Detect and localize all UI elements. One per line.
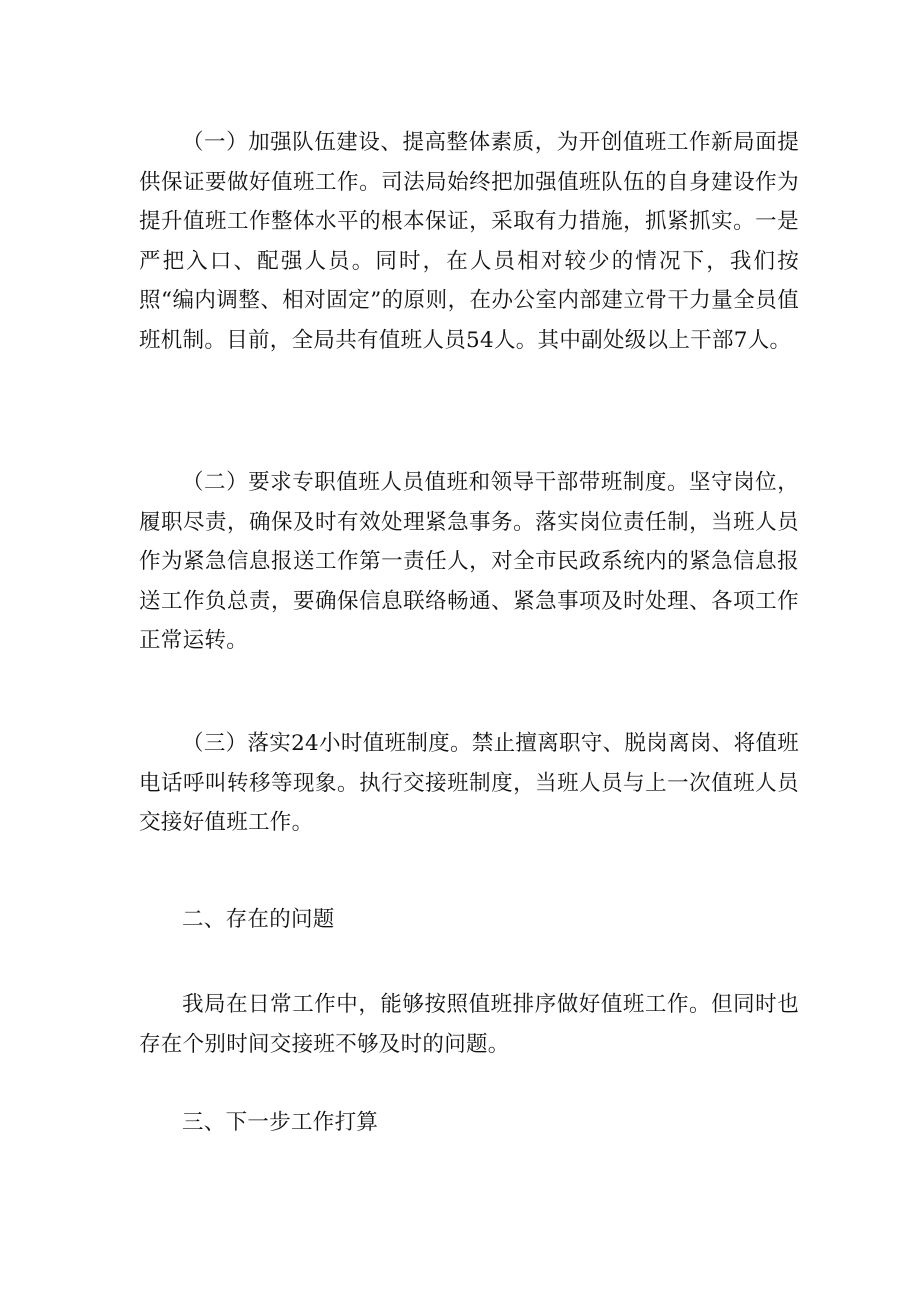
paragraph-24h-duty: （三）落实24小时值班制度。禁止擅离职守、脱岗离岗、将值班电话呼叫转移等现象。执行交接班制度，当班人员与上一次值班人员交接好值班工作。 bbox=[139, 731, 799, 835]
paragraph-duty-system: （二）要求专职值班人员值班和领导干部带班制度。坚守岗位，履职尽责，确保及时有效处理紧急事务。落实岗位责任制，当班人员作为紧急信息报送工作第一责任人，对全市民政系统内的紧急信息报送工作负总责，要确保信息联络畅通、紧急事项及时处理、各项工作正常运转。 bbox=[139, 470, 799, 653]
paragraph-team-building: （一）加强队伍建设、提高整体素质，为开创值班工作新局面提供保证要做好值班工作。司法局始终把加强值班队伍的自身建设作为提升值班工作整体水平的根本保证，采取有力措施，抓紧抓实。一是严把入口、配强人员。同时，在人员相对较少的情况下，我们按照“编内调整、相对固定”的原则，在办公室内部建立骨干力量全员值班机制。目前，全局共有值班人员54人。其中副处级以上干部7人。 bbox=[139, 130, 799, 353]
section-heading-problems: 二、存在的问题 bbox=[182, 907, 335, 932]
paragraph-problems: 我局在日常工作中，能够按照值班排序做好值班工作。但同时也存在个别时间交接班不够及时的问题。 bbox=[139, 992, 799, 1057]
section-heading-next-steps: 三、下一步工作打算 bbox=[182, 1110, 379, 1135]
